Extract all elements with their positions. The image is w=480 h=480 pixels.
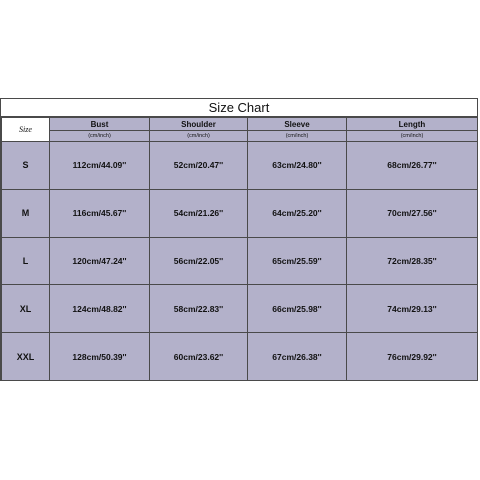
column-header-sleeve: Sleeve	[248, 118, 347, 131]
shoulder-value: 58cm/22.83''	[150, 285, 248, 333]
table-row	[2, 285, 478, 333]
length-value: 76cm/29.92''	[347, 333, 478, 381]
bust-value: 128cm/50.39''	[50, 333, 150, 381]
sleeve-value: 63cm/24.80''	[248, 142, 347, 190]
table-row	[2, 189, 478, 237]
size-label: S	[2, 142, 50, 190]
shoulder-value: 56cm/22.05''	[150, 237, 248, 285]
length-value: 70cm/27.56''	[347, 189, 478, 237]
table-row	[2, 142, 478, 190]
column-header-shoulder: Shoulder	[150, 118, 248, 131]
chart-title: Size Chart	[1, 99, 477, 117]
bust-value: 112cm/44.09''	[50, 142, 150, 190]
unit-label: (cm/inch)	[150, 131, 248, 142]
size-label: XXL	[2, 333, 50, 381]
column-header-length: Length	[347, 118, 478, 131]
table-row	[2, 237, 478, 285]
shoulder-value: 52cm/20.47''	[150, 142, 248, 190]
size-label: M	[2, 189, 50, 237]
length-value: 72cm/28.35''	[347, 237, 478, 285]
unit-row	[2, 131, 478, 142]
size-label: XL	[2, 285, 50, 333]
sleeve-value: 64cm/25.20''	[248, 189, 347, 237]
size-chart	[0, 98, 478, 381]
table-row	[2, 333, 478, 381]
unit-label: (cm/inch)	[50, 131, 150, 142]
size-table	[1, 117, 478, 381]
sleeve-value: 66cm/25.98''	[248, 285, 347, 333]
header-row	[2, 118, 478, 131]
sleeve-value: 67cm/26.38''	[248, 333, 347, 381]
length-value: 74cm/29.13''	[347, 285, 478, 333]
size-label: L	[2, 237, 50, 285]
column-header-bust: Bust	[50, 118, 150, 131]
unit-label: (cm/inch)	[248, 131, 347, 142]
bust-value: 124cm/48.82''	[50, 285, 150, 333]
length-value: 68cm/26.77''	[347, 142, 478, 190]
bust-value: 120cm/47.24''	[50, 237, 150, 285]
sleeve-value: 65cm/25.59''	[248, 237, 347, 285]
shoulder-value: 54cm/21.26''	[150, 189, 248, 237]
bust-value: 116cm/45.67''	[50, 189, 150, 237]
size-corner-label: Size	[2, 118, 50, 142]
shoulder-value: 60cm/23.62''	[150, 333, 248, 381]
unit-label: (cm/inch)	[347, 131, 478, 142]
